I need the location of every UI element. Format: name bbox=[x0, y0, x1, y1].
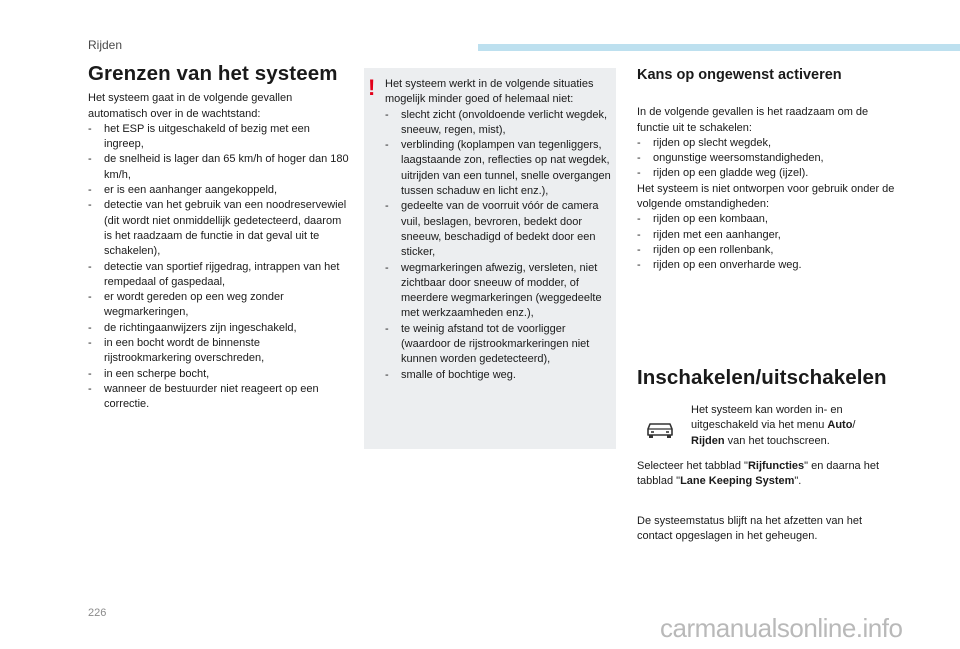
unwanted-list-item: - rijden op slecht wegdek, bbox=[637, 136, 895, 151]
unwanted-list-item: - rijden op een rollenbank, bbox=[637, 243, 895, 258]
limits-title: Grenzen van het systeem bbox=[88, 62, 338, 85]
warning-list-item: - gedeelte van de voorruit vóór de camera vuil, beslagen, bevroren, bedekt door sneeuw, beschadigd of bedekt door een sticker, bbox=[385, 199, 613, 260]
limits-intro: Het systeem gaat in de volgende gevallen automatisch over in de wachtstand: bbox=[88, 92, 293, 120]
header-accent-bar bbox=[478, 44, 960, 51]
warning-list-item: - te weinig afstand tot de voorligger (waardoor de rijstrookmarkeringen niet kunnen worden gedetecteerd), bbox=[385, 322, 613, 368]
limits-list-item: - in een scherpe bocht, bbox=[88, 367, 350, 382]
car-touchscreen-icon bbox=[645, 418, 675, 440]
select-text-end: ". bbox=[794, 475, 802, 488]
tab-lane-keeping-label: Lane Keeping System bbox=[680, 475, 795, 488]
toggle-title: Inschakelen/uitschakelen bbox=[637, 366, 887, 389]
limits-section bbox=[88, 62, 350, 413]
toggle-touchscreen-text bbox=[691, 403, 895, 449]
warning-list-item: - wegmarkeringen afwezig, versleten, niet zichtbaar door sneeuw of modder, of meerdere wegmarkeringen (weggedeelte met werkzaamheden enz.), bbox=[385, 261, 613, 322]
unwanted-intro: In de volgende gevallen is het raadzaam om de functie uit te schakelen: bbox=[637, 106, 869, 134]
limits-list-item: - de richtingaanwijzers zijn ingeschakeld, bbox=[88, 321, 350, 336]
warning-list-item: - slecht zicht (onvoldoende verlicht wegdek, sneeuw, regen, mist), bbox=[385, 108, 613, 139]
unwanted-list-item: - ongunstige weersomstandigheden, bbox=[637, 151, 895, 166]
menu-slash: / bbox=[852, 419, 856, 432]
menu-rijden-label: Rijden bbox=[691, 434, 725, 447]
touch-text-pre: Het systeem kan worden in- en uitgeschakeld via het menu bbox=[691, 404, 843, 432]
limits-list-item: - detectie van sportief rijgedrag, intrappen van het rempedaal of gaspedaal, bbox=[88, 260, 350, 291]
page-number: 226 bbox=[88, 607, 107, 619]
warning-content bbox=[385, 77, 613, 383]
limits-list-item: - in een bocht wordt de binnenste rijstrookmarkering overschreden, bbox=[88, 336, 350, 367]
warning-intro: Het systeem werkt in de volgende situaties mogelijk minder goed of helemaal niet: bbox=[385, 78, 594, 106]
warning-list-item: - verblinding (koplampen van tegenliggers, laagstaande zon, reflecties op nat wegdek, uitrijden van een tunnel, snelle overgangen tussen schaduw en licht enz.), bbox=[385, 138, 613, 199]
select-text-pre: Selecteer het tabblad " bbox=[637, 460, 748, 472]
limits-list-item: - de snelheid is lager dan 65 km/h of hoger dan 180 km/h, bbox=[88, 152, 350, 183]
toggle-section bbox=[637, 366, 895, 389]
menu-auto-label: Auto bbox=[827, 419, 853, 432]
select-text-mid: " en daarna het tabblad " bbox=[637, 460, 880, 488]
unwanted-title: Kans op ongewenst activeren bbox=[637, 67, 842, 83]
touch-text-post: van het touchscreen. bbox=[724, 434, 830, 447]
warning-exclamation-icon: ! bbox=[368, 75, 376, 100]
section-label: Rijden bbox=[88, 38, 123, 52]
unwanted-section bbox=[637, 68, 895, 274]
warning-list-item: - smalle of bochtige weg. bbox=[385, 368, 613, 383]
limits-list-item: - wanneer de bestuurder niet reageert op een correctie. bbox=[88, 382, 350, 413]
tab-rijfuncties-label: Rijfuncties bbox=[747, 460, 805, 472]
unwanted-list-item: - rijden met een aanhanger, bbox=[637, 228, 895, 243]
watermark: carmanualsonline.info bbox=[660, 613, 903, 643]
limits-list-item: - er wordt gereden op een weg zonder wegmarkeringen, bbox=[88, 290, 350, 321]
toggle-select-text bbox=[637, 459, 895, 490]
limits-list-item: - er is een aanhanger aangekoppeld, bbox=[88, 183, 350, 198]
limits-list-item: - het ESP is uitgeschakeld of bezig met een ingreep, bbox=[88, 122, 350, 153]
unwanted-list-a bbox=[637, 136, 895, 182]
unwanted-list-b bbox=[637, 212, 895, 273]
limits-list-item: - detectie van het gebruik van een noodreservewiel (dit wordt niet onmiddellijk gedetecteerd, daarom is het raadzaam de functie in dat geval uit te schakelen), bbox=[88, 198, 350, 259]
unwanted-middle: Het systeem is niet ontworpen voor gebruik onder de volgende omstandigheden: bbox=[637, 182, 895, 211]
warning-list bbox=[385, 108, 613, 383]
toggle-status-text: De systeemstatus blijft na het afzetten van het contact opgeslagen in het geheugen. bbox=[637, 515, 863, 543]
limits-list bbox=[88, 122, 350, 413]
unwanted-list-item: - rijden op een gladde weg (ijzel). bbox=[637, 166, 895, 181]
unwanted-list-item: - rijden op een kombaan, bbox=[637, 212, 895, 227]
unwanted-list-item: - rijden op een onverharde weg. bbox=[637, 258, 895, 273]
